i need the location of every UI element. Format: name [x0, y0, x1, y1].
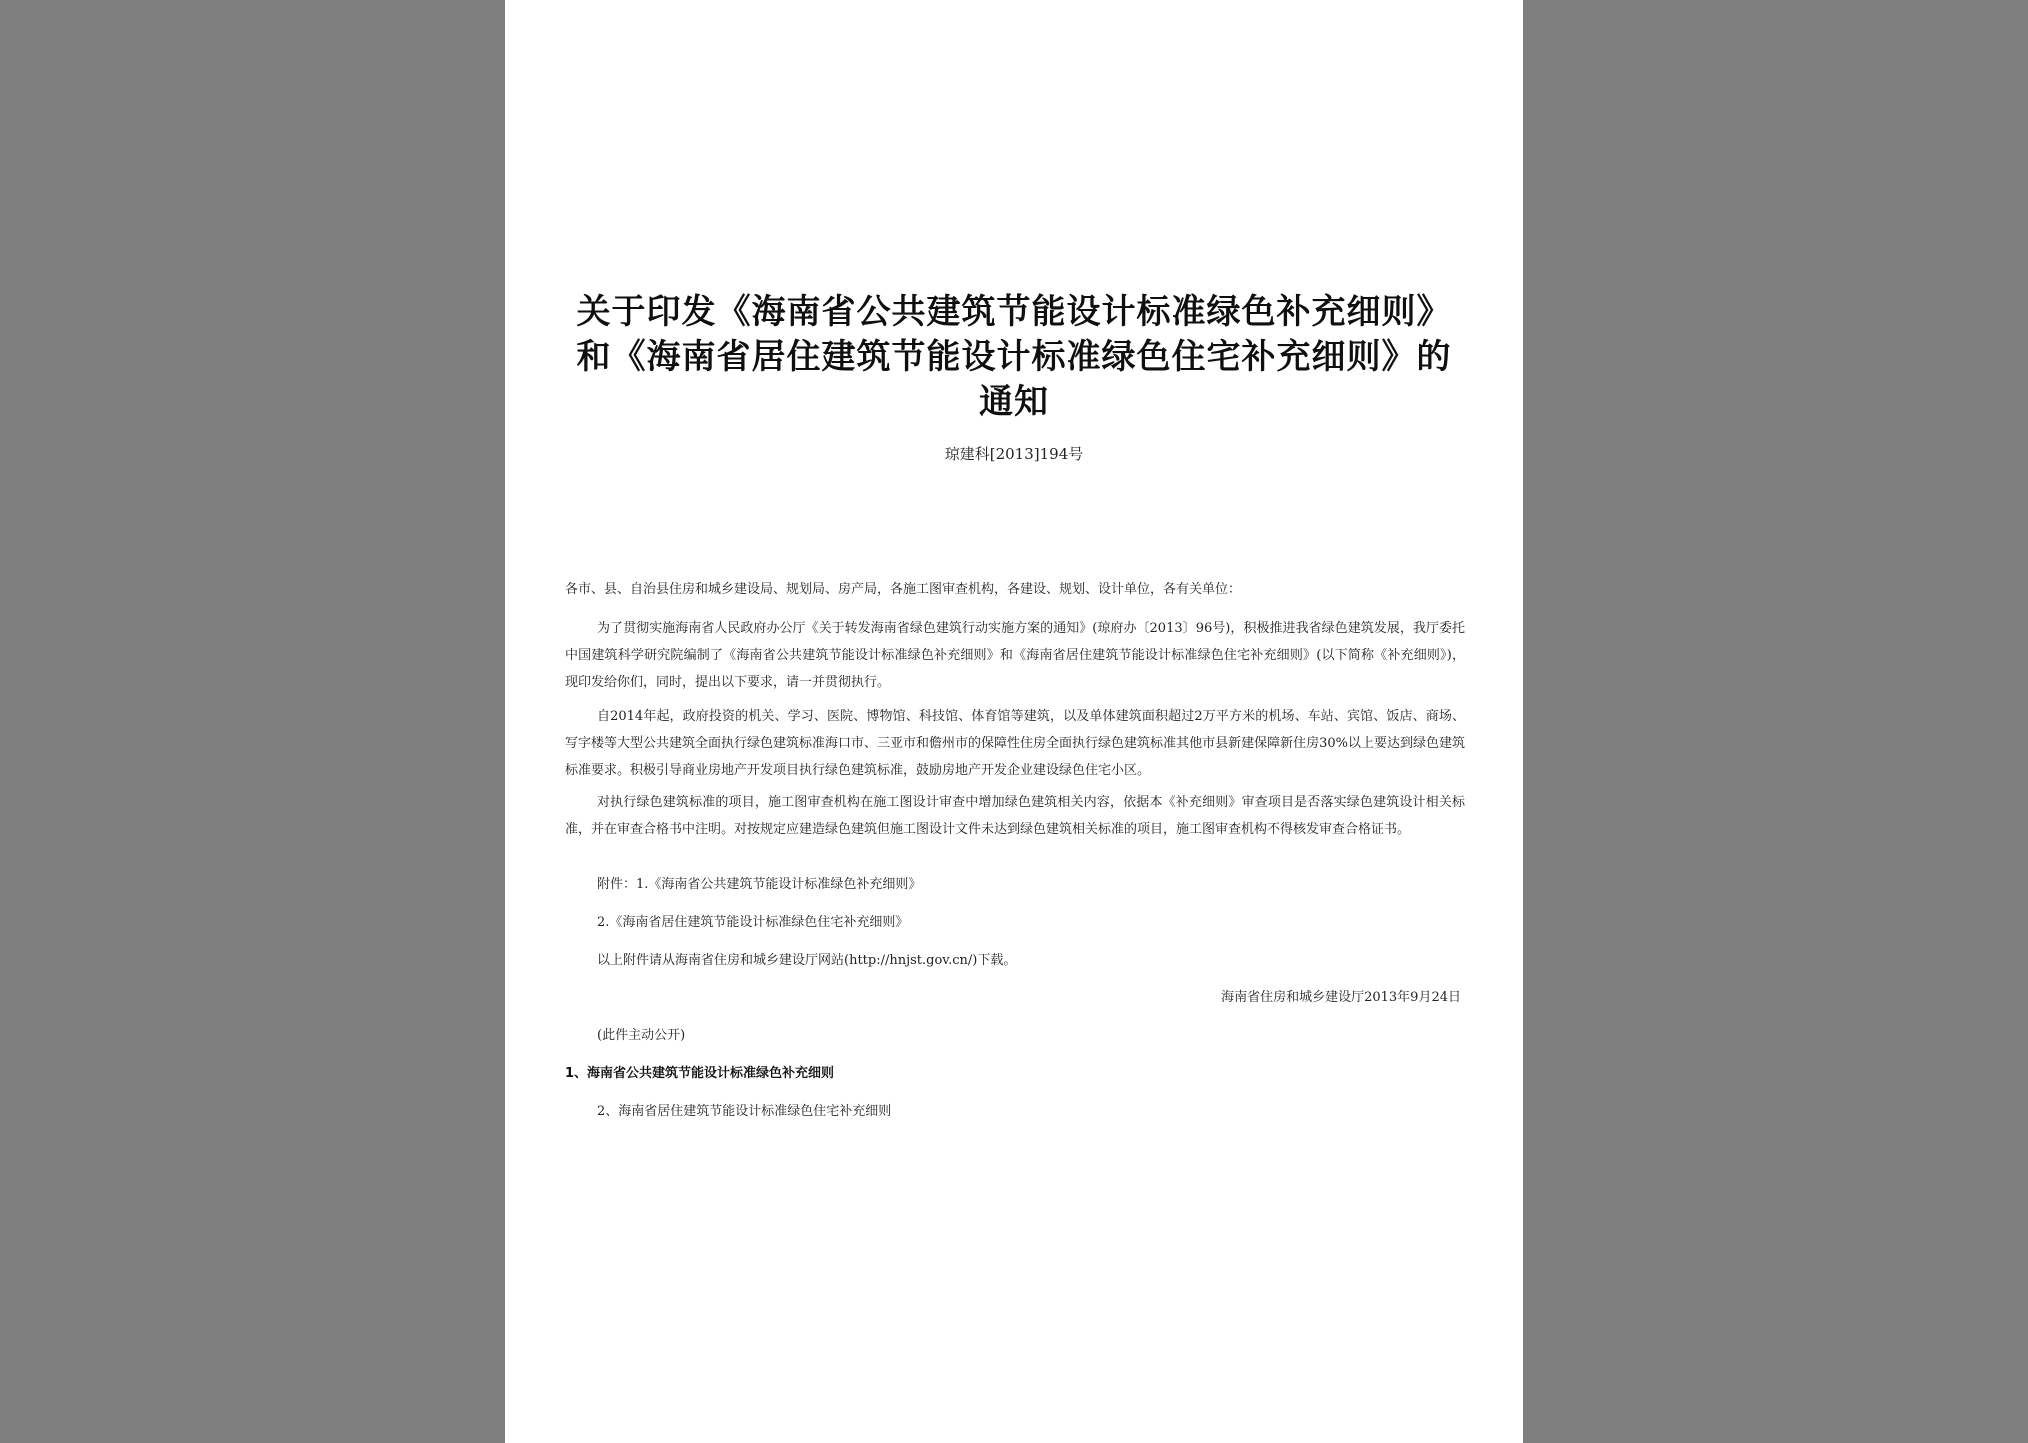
paragraph-1: 为了贯彻实施海南省人民政府办公厅《关于转发海南省绿色建筑行动实施方案的通知》(琼府办〔2013〕96号)，积极推进我省绿色建筑发展，我厅委托中国建筑科学研究院编制了《海南省公共建筑节能设计标准绿色补充细则》和《海南省居住建筑节能设计标准绿色住宅补充细则》(以下简称《补充细则》)，现印发给你们，同时，提出以下要求，请一并贯彻执行。	[565, 621, 1465, 690]
paragraph-3: 对执行绿色建筑标准的项目，施工图审查机构在施工图设计审查中增加绿色建筑相关内容，依据本《补充细则》审查项目是否落实绿色建筑设计相关标准，并在审查合格书中注明。对按规定应建造绿色建筑但施工图设计文件未达到绿色建筑相关标准的项目，施工图审查机构不得核发审查合格证书。	[565, 795, 1465, 837]
public-note: (此件主动公开)	[597, 1028, 686, 1043]
list-item[interactable]: 1、海南省公共建筑节能设计标准绿色补充细则	[565, 1066, 835, 1081]
signature: 海南省住房和城乡建设厅2013年9月24日	[1221, 990, 1461, 1005]
document-number: 琼建科[2013]194号	[944, 445, 1084, 463]
list-item[interactable]: 2、海南省居住建筑节能设计标准绿色住宅补充细则	[597, 1104, 892, 1119]
document-page	[505, 0, 1523, 1443]
paragraph-2: 自2014年起，政府投资的机关、学习、医院、博物馆、科技馆、体育馆等建筑，以及单体建筑面积超过2万平方米的机场、车站、宾馆、饭店、商场、写字楼等大型公共建筑全面执行绿色建筑标准海口市、三亚市和儋州市的保障性住房全面执行绿色建筑标准其他市县新建保障新住房30%以上要达到绿色建筑标准要求。积极引导商业房地产开发项目执行绿色建筑标准，鼓励房地产开发企业建设绿色住宅小区。	[565, 709, 1465, 778]
attachment-2: 2.《海南省居住建筑节能设计标准绿色住宅补充细则》	[597, 915, 909, 930]
document-title: 关于印发《海南省公共建筑节能设计标准绿色补充细则》和《海南省居住建筑节能设计标准绿色住宅补充细则》的通知	[576, 292, 1452, 422]
salutation: 各市、县、自治县住房和城乡建设局、规划局、房产局，各施工图审查机构，各建设、规划、设计单位，各有关单位：	[565, 582, 1242, 597]
download-note: 以上附件请从海南省住房和城乡建设厅网站(http://hnjst.gov.cn/)下载。	[597, 953, 1017, 968]
attachment-1: 附件：1.《海南省公共建筑节能设计标准绿色补充细则》	[597, 877, 922, 892]
